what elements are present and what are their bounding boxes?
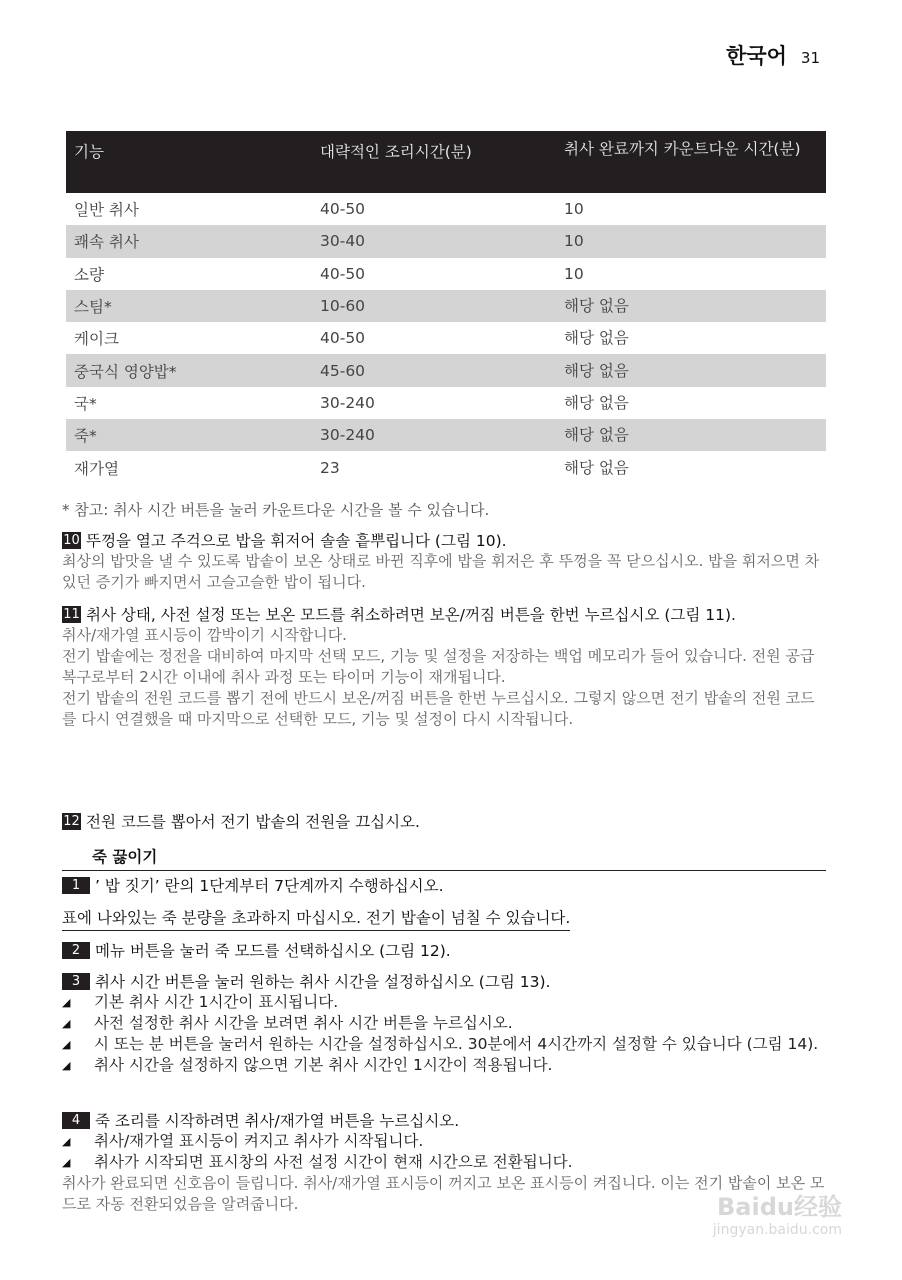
cooking-time-table [66,131,826,484]
watermark-url: jingyan.baidu.com [712,1222,842,1238]
porridge-step-1 [62,876,828,896]
table-cell: 해당 없음 [564,361,629,380]
step-number-badge: 3 [62,973,90,990]
table-cell: 케이크 [74,330,119,349]
table-row [66,193,826,225]
table-cell: 10 [564,232,584,251]
table-row [66,451,826,483]
bullet-arrow-icon: ◢ [62,1059,71,1072]
table-cell: 죽* [74,427,97,446]
bullet-arrow-icon: ◢ [62,1135,71,1148]
step-title: 메뉴 버튼을 눌러 죽 모드를 선택하십시오 (그림 12). [95,942,451,960]
step-12 [62,812,828,832]
table-cell: 해당 없음 [564,297,629,316]
table-cell: 10 [564,200,584,219]
step-title: 전원 코드를 뽑아서 전기 밥솥의 전원을 끄십시오. [86,813,420,831]
step-11 [62,605,828,730]
step-title: 뚜껑을 열고 주걱으로 밥을 휘저어 솔솔 흩뿌립니다 (그림 10). [86,532,507,550]
table-cell: 23 [320,458,340,477]
bullet-arrow-icon: ◢ [62,996,71,1009]
step-description: 취사/재가열 표시등이 깜박이기 시작합니다. [62,626,347,644]
table-row [66,387,826,419]
step-number-badge: 12 [63,814,80,829]
table-row [66,354,826,386]
bullet-item: ◢ 취사 시간을 설정하지 않으면 기본 취사 시간인 1시간이 적용됩니다. [62,1056,553,1074]
table-cell: 재가열 [74,459,119,478]
table-row [66,225,826,257]
watermark-logo-text: Baidu经验 [717,1193,842,1221]
bullet-arrow-icon: ◢ [62,1038,71,1051]
bullet-arrow-icon: ◢ [62,1156,71,1169]
table-row [66,258,826,290]
table-cell: 해당 없음 [564,329,629,348]
table-cell: 소량 [74,265,104,284]
step-description: 전기 밥솥의 전원 코드를 뽑기 전에 반드시 보온/꺼짐 버튼을 한번 누르십시오. 그렇지 않으면 전기 밥솥의 전원 코드를 다시 연결했을 때 마지막으로 선택한 모드, 기능 및 설정이 다시 시작됩니다. [62,689,815,728]
table-cell: 40-50 [320,200,366,219]
bullet-item: ◢ 취사/재가열 표시등이 켜지고 취사가 시작됩니다. [62,1132,424,1150]
language-label: 한국어 [726,44,787,68]
table-cell: 45-60 [320,361,366,380]
step-10 [62,531,828,593]
porridge-step-3 [62,972,828,1076]
step-title: 취사 상태, 사전 설정 또는 보온 모드를 취소하려면 보온/꺼짐 버튼을 한번 누르십시오 (그림 11). [86,606,736,624]
table-row [66,419,826,451]
table-cell: 해당 없음 [564,458,629,477]
bullet-item: ◢ 취사가 시작되면 표시창의 사전 설정 시간이 현재 시간으로 전환됩니다. [62,1153,573,1171]
step-number-badge: 4 [62,1112,90,1129]
column-header-cook-time: 대략적인 조리시간(분) [320,143,472,161]
table-cell: 해당 없음 [564,426,629,445]
table-cell: 일반 취사 [74,201,139,220]
step-title: 죽 조리를 시작하려면 취사/재가열 버튼을 누르십시오. [95,1112,460,1130]
table-cell: 국* [74,394,97,413]
step-description: 전기 밥솥에는 정전을 대비하여 마지막 선택 모드, 기능 및 설정을 저장하는 백업 메모리가 들어 있습니다. 전원 공급 복구로부터 2시간 이내에 취사 과정 또는 타이머 기능이 재개됩니다. [62,647,815,686]
table-cell: 10 [564,264,584,283]
bullet-arrow-icon: ◢ [62,1017,71,1030]
column-header-function: 기능 [74,143,104,161]
table-cell: 10-60 [320,297,366,316]
table-cell: 중국식 영양밥* [74,362,177,381]
page-header [726,40,820,70]
table-row [66,290,826,322]
warning-text: 표에 나와있는 죽 분량을 초과하지 마십시오. 전기 밥솥이 넘칠 수 있습니다. [62,906,570,931]
table-cell: 30-240 [320,426,375,445]
step-number-badge: 1 [62,877,90,894]
step-description: 취사가 완료되면 신호음이 들립니다. 취사/재가열 표시등이 꺼지고 보온 표시등이 켜집니다. 이는 전기 밥솥이 보온 모드로 자동 전환되었음을 알려줍니다. [62,1174,825,1213]
table-footnote: * 참고: 취사 시간 버튼을 눌러 카운트다운 시간을 볼 수 있습니다. [62,501,490,519]
table-cell: 쾌속 취사 [74,233,139,252]
table-cell: 40-50 [320,264,366,283]
page-number: 31 [800,49,820,67]
bullet-item: ◢ 기본 취사 시간 1시간이 표시됩니다. [62,993,339,1011]
watermark [713,1187,842,1238]
table-cell: 40-50 [320,329,366,348]
section-heading [62,845,826,871]
column-header-countdown: 취사 완료까지 카운트다운 시간(분) [564,140,801,158]
table-header [66,131,826,193]
step-title: 취사 시간 버튼을 눌러 원하는 취사 시간을 설정하십시오 (그림 13). [95,973,551,991]
table-row [66,322,826,354]
table-cell: 30-40 [320,232,366,251]
table-cell: 해당 없음 [564,393,629,412]
step-number-badge: 11 [63,607,80,622]
bullet-item: ◢ 시 또는 분 버튼을 눌러서 원하는 시간을 설정하십시오. 30분에서 4시간까지 설정할 수 있습니다 (그림 14). [62,1035,819,1053]
bullet-item: ◢ 사전 설정한 취사 시간을 보려면 취사 시간 버튼을 누르십시오. [62,1014,513,1032]
step-number-badge: 2 [62,942,90,959]
table-cell: 30-240 [320,393,375,412]
step-title: ’ 밥 짓기’ 란의 1단계부터 7단계까지 수행하십시오. [95,877,444,895]
porridge-step-2 [62,941,828,961]
table-cell: 스팀* [74,298,112,317]
step-number-badge: 10 [63,533,80,548]
step-description: 최상의 밥맛을 낼 수 있도록 밥솥이 보온 상태로 바뀐 직후에 밥을 휘저은 후 뚜껑을 꼭 닫으십시오. 밥을 휘저으면 차 있던 증기가 빠지면서 고슬고슬한 밥이 됩니다. [62,552,820,591]
section-title-text: 죽 끓이기 [92,848,158,866]
